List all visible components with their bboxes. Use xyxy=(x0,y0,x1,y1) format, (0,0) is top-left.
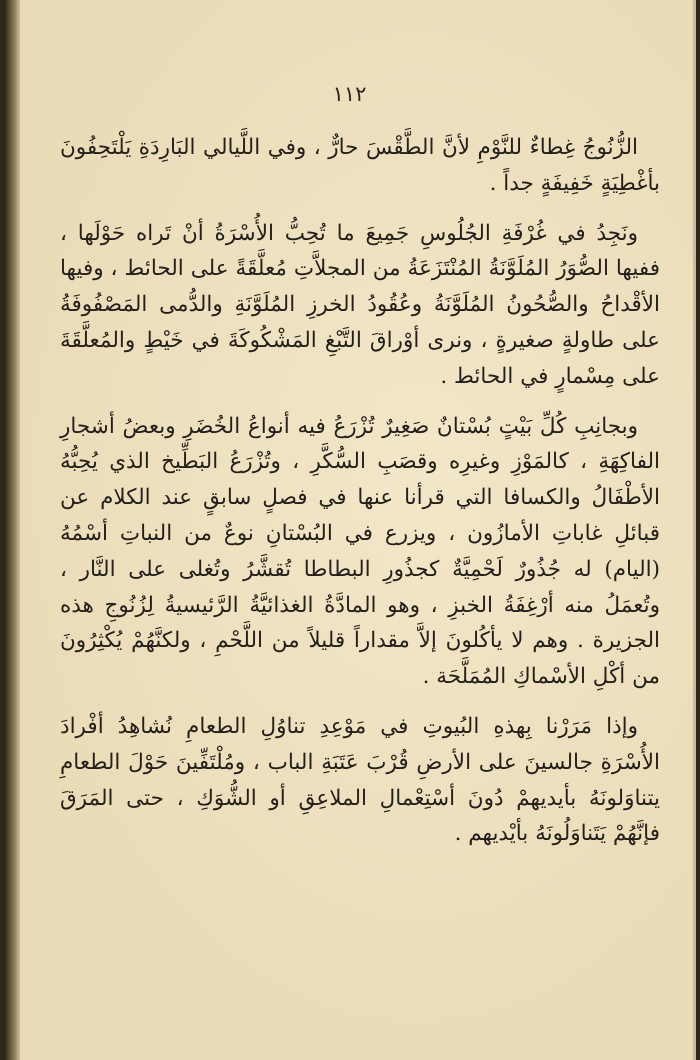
page-number: ١١٢ xyxy=(332,82,367,106)
paragraph-2: ونَجِدُ في غُرْفَةِ الجُلُوسِ جَمِيعَ ما تُحِبُّ الأُسْرَةُ أنْ تَراه حَوْلَها ، ففيها الصُّوَرُ المُلَوَّنَةُ المُنْتَزَعَةُ من المجلاَّتِ مُعلَّقَةً على الحائط ، وفيها الأقْداحُ والصُّحُونُ المُلَوَّنَةُ وعُقُودُ الخرزِ المُلَوَّنَةِ والدُّمى المَصْفُوفَةُ على طاولةٍ صغيرةٍ ، ونرى أوْراقَ التَّبْغِ المَشْكُوكَةَ في خَيْطٍ والمُعلَّقَةَ على مِسْمارٍ في الحائط . xyxy=(60,220,660,389)
paragraph-1: الزُّنُوجُ غِطاءٌ للنَّوْمِ لأنَّ الطَّقْسَ حارٌّ ، وفي اللَّيالي البَارِدَةِ يَلْتَحِفُونَ بأغْطِيَةٍ خَفِيفَةٍ جداً . xyxy=(60,135,660,196)
body-text xyxy=(60,130,660,866)
paragraph-3: وبجانِبِ كُلِّ بَيْتٍ بُسْتانٌ صَغِيرٌ تُزْرَعُ فيه أنواعُ الخُضَرِ وبعضُ أشجارِ الفاكِهَةِ ، كالمَوْزِ وغيرِه وقصَبِ السُّكَّرِ ، وتُزْرَعُ البَطِّيخ الذي يُحِبُّهُ الأطْفَالُ والكسافا التي قرأنا عنها في فصلٍ سابقٍ عند الكلام عن قبائلِ غاباتِ الأمازُون ، ويزرع في البُسْتانِ نوعٌ من النباتِ أسْمُهُ (اليام) له جُذُورٌ لَحْمِيَّةٌ كجذُورِ البطاطا تُقشَّرُ وتُغلى على النَّار ، وتُعمَلُ منه أرْغِفَةُ الخبزِ ، وهو المادَّةُ الغذائيَّةُ الرَّئيسيةُ لِزُنُوجِ هذه الجزيرة . وهم لا يأكُلونَ إلاَّ مقداراً قليلاً من اللَّحْمِ ، ولكنَّهُمْ يُكْثِرُونَ من أكْلِ الأسْماكِ المُمَلَّحَة . xyxy=(60,413,660,690)
paragraph-4: وإذا مَرَرْنا بِهذهِ البُيوتِ في مَوْعِدِ تناوُلِ الطعامِ نُشاهِدُ أفْرادَ الأُسْرَةِ جالسينَ على الأرضِ قُرْبَ عَتَبَةِ الباب ، ومُلْتَفِّينَ حَوْلَ الطعامِ يتناوَلونَهُ بأيديهمْ دُونَ أسْتِعْمالِ الملاعِقِ أو الشُّوَكِ ، حتى المَرَقَ فإنَّهُمْ يَتَناوَلُونَهُ بأيْديهم . xyxy=(60,713,660,847)
book-spine-shadow xyxy=(6,0,20,1060)
book-page xyxy=(6,0,696,1060)
